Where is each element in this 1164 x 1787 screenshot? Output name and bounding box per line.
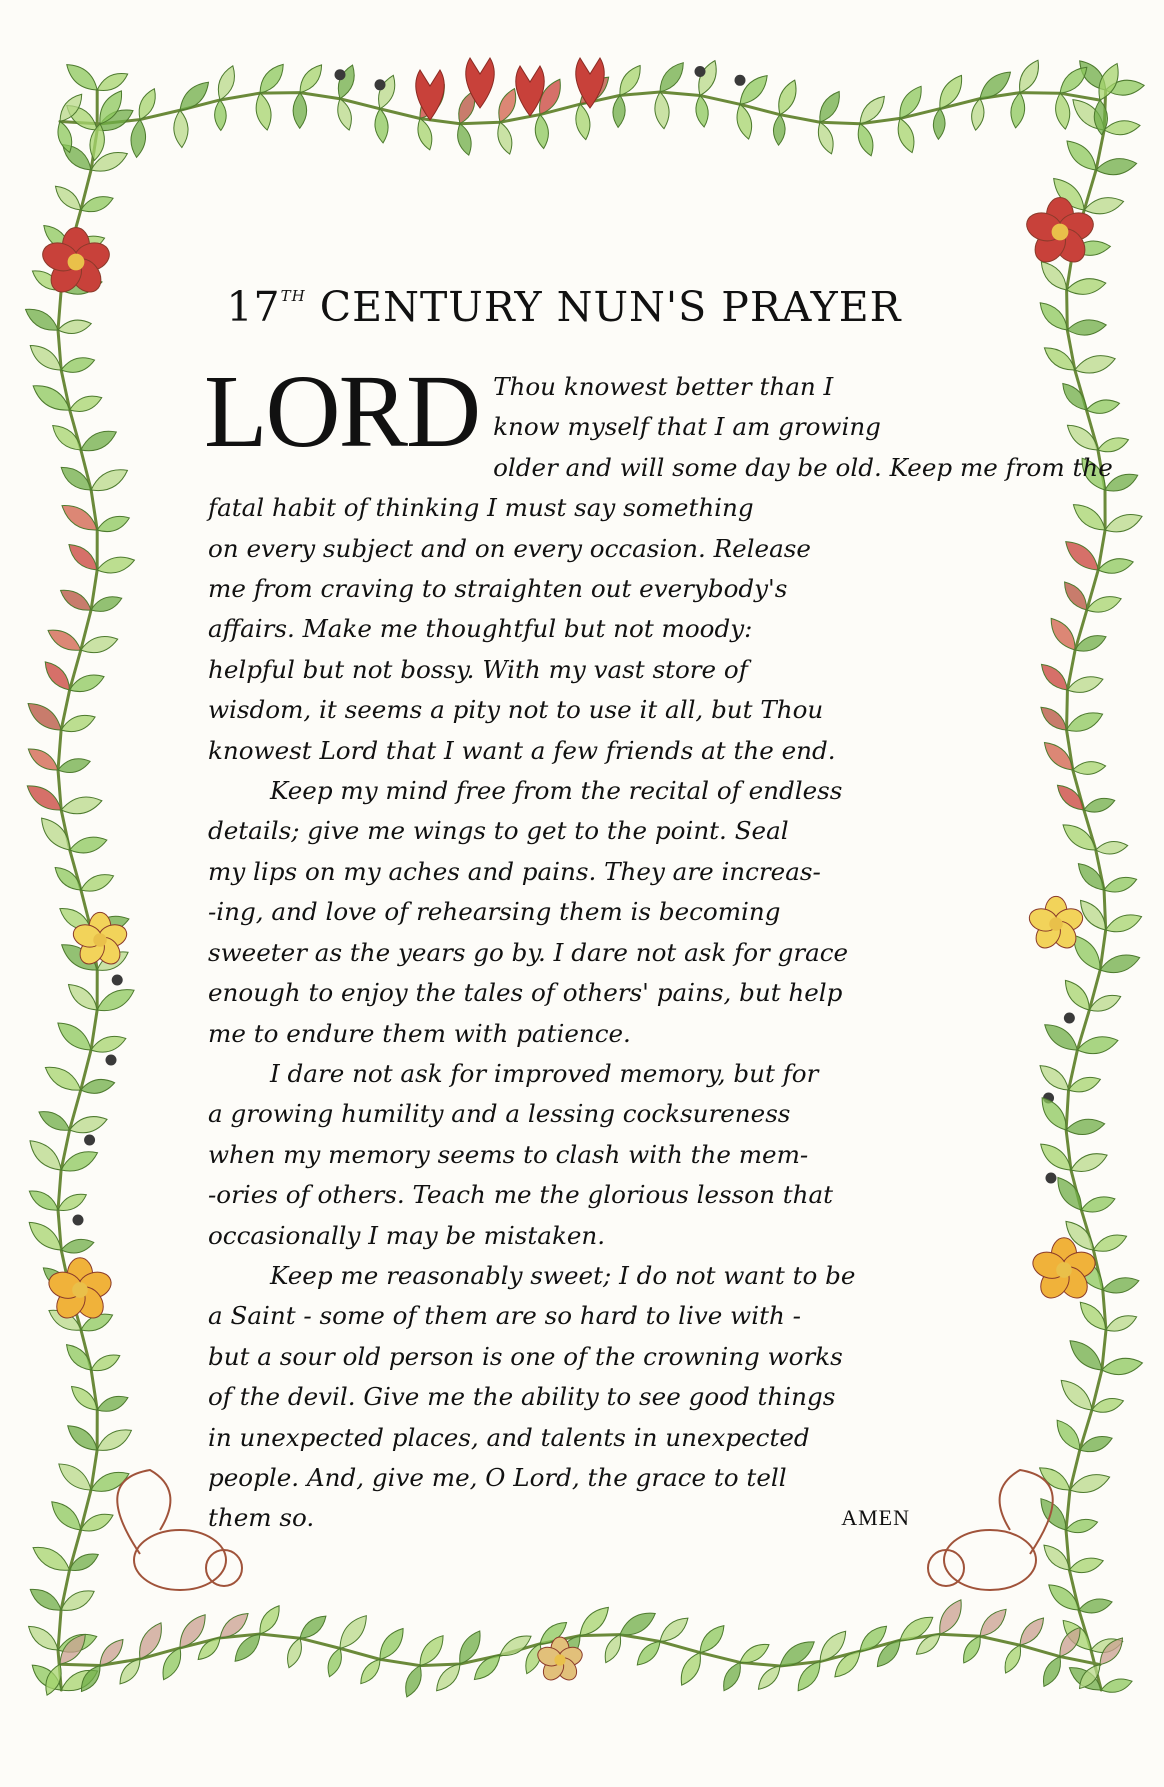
leaf-icon [29,1541,74,1577]
prayer-line-last [208,1498,920,1538]
title-number: 17 [226,283,281,331]
prayer-line: in unexpected places, and talents in unexpected [208,1422,810,1452]
leaf-icon [36,813,76,856]
leaf-icon [1068,1554,1105,1576]
prayer-line: occasionally I may be mistaken. [208,1220,606,1250]
berry-icon [112,975,123,986]
leaf-icon [26,1584,65,1616]
flower-center-icon [1052,224,1069,241]
leaf-icon [1064,1516,1099,1536]
leaf-icon [51,181,85,214]
leaf-icon [1079,1193,1117,1217]
prayer-line: Thou knowest better than I [493,372,834,401]
leaf-icon [296,1611,330,1643]
flower-center-icon [554,1654,565,1665]
flower-center-icon [68,254,85,271]
prayer-line: I dare not ask for improved memory, but for [270,1058,819,1088]
leaf-icon [255,1602,285,1638]
flower-center-icon [93,933,106,946]
leaf-icon [44,624,84,656]
leaf-icon [814,88,845,126]
leaf-icon [1073,859,1109,895]
prayer-line: Keep me reasonably sweet; I do not want to be [270,1260,856,1290]
prayer-line: know myself that I am growing [493,412,881,442]
prayer-line: enough to enjoy the tales of others' pains, but help [208,978,843,1008]
leaf-icon [23,697,66,736]
leaf-icon [1064,1335,1107,1376]
prayer-line: a growing humility and a lessing cocksureness [208,1099,791,1129]
leaf-icon [253,92,274,132]
leaf-icon [26,1186,62,1216]
leaf-icon [24,743,62,775]
leaf-icon [46,1496,86,1535]
flower-center-icon [1056,1262,1072,1278]
leaf-icon [57,317,93,336]
leaf-icon [1065,276,1107,298]
leaf-icon [894,116,919,155]
leaf-icon [1085,397,1121,416]
leaf-icon [374,108,390,143]
leaf-icon [94,68,131,96]
leaf-icon [654,58,688,96]
leaf-icon [1097,555,1135,576]
leaf-icon [334,63,359,101]
title-text: CENTURY NUN'S PRAYER [319,283,902,331]
prayer-line: a Saint - some of them are so hard to live with - [208,1301,801,1331]
prayer-line: fatal habit of thinking I must say something [208,493,754,523]
leaf-icon [695,1621,729,1657]
leaf-icon [1000,1642,1025,1675]
leaf-icon [175,77,214,116]
prayer-line: helpful but not bossy. With my vast store of [208,654,748,684]
leaf-icon [77,425,119,456]
leaf-icon [1095,839,1129,856]
leaf-icon [95,512,132,536]
leaf-icon [1091,1230,1129,1256]
leaf-icon [534,114,551,149]
leaf-icon [48,420,85,455]
leaf-icon [62,1340,96,1375]
prayer-line: wisdom, it seems a pity not to use it all, but Thou [208,695,824,725]
amen-signature: AMEN [841,1505,910,1531]
prayer-line: sweeter as the years go by. I dare not ask for grace [208,937,849,967]
leaf-icon [324,1646,345,1678]
leaf-icon [374,73,400,112]
leaf-icon [87,463,131,496]
leaf-icon [573,103,592,141]
leaf-icon [1073,351,1118,378]
leaf-icon [1044,1579,1084,1616]
page-title [208,282,920,331]
leaf-icon [773,77,801,117]
prayer-line: older and will some day be old. Keep me from the [493,452,1113,482]
leaf-icon [1015,1613,1049,1649]
leaf-icon [675,1649,706,1689]
leaf-icon [1103,1311,1139,1336]
leaf-icon [59,793,103,818]
leaf-icon [1038,1654,1065,1690]
leaf-icon [1058,379,1092,414]
dropcap-lord: LORD [204,354,480,469]
leaf-icon [773,114,786,145]
leaf-icon [1062,135,1102,175]
prayer-text-block [204,262,1113,1533]
prayer-line: affairs. Make me thoughtful but not moody: [208,614,753,644]
leaf-icon [854,122,877,158]
leaf-icon [36,1106,73,1136]
leaf-icon [93,1424,135,1457]
leaf-icon [1065,1116,1106,1137]
leaf-icon [1058,819,1100,857]
leaf-icon [194,1634,224,1664]
leaf-icon [1060,536,1103,577]
prayer-line: -ories of others. Teach me the glorious lesson that [208,1180,834,1210]
leaf-icon [129,119,147,158]
leaf-icon [1053,92,1072,130]
berry-icon [335,69,346,80]
leaf-icon [970,98,986,131]
berry-icon [1045,1173,1056,1184]
leaf-icon [1103,119,1141,137]
leaf-icon [1053,780,1089,815]
prayer-body [204,354,1113,1539]
leaf-icon [93,983,137,1017]
leaf-icon [95,553,136,577]
leaf-icon [356,1656,384,1688]
leaf-icon [719,1659,746,1693]
leaf-icon [1014,57,1044,96]
leaf-icon [1009,92,1027,129]
leaf-icon [283,1636,305,1670]
prayer-line: Keep my mind free from the recital of endless [270,776,843,806]
leaf-icon [600,1632,625,1665]
leaf-icon [51,863,85,895]
flower-center-icon [1049,917,1062,930]
prayer-line: them so. [208,1503,315,1533]
prayer-line: but a sour old person is one of the crowning works [208,1341,843,1371]
leaf-icon [1037,659,1073,695]
flower-center-icon [72,1282,88,1298]
leaf-icon [67,392,104,417]
leaf-icon [57,585,95,616]
leaf-icon [1095,156,1138,178]
leaf-icon [173,110,189,148]
leaf-icon [1055,62,1092,98]
leaf-icon [470,1650,505,1684]
leaf-icon [1103,509,1145,537]
leaf-icon [975,66,1016,104]
leaf-icon [653,91,671,129]
prayer-line: people. And, give me, O Lord, the grace to tell [208,1462,787,1492]
leaf-icon [633,1637,665,1669]
leaf-icon [1101,1274,1141,1297]
leaf-icon [694,95,710,128]
leaf-icon [334,1611,373,1654]
title-ordinal: th [280,282,306,307]
leaf-icon [814,120,837,156]
leaf-icon [24,1135,66,1176]
leaf-icon [1100,1355,1143,1378]
leaf-icon [95,1392,130,1416]
leaf-icon [1072,760,1106,776]
leaf-icon [1066,318,1107,338]
prayer-line: knowest Lord that I want a few friends at the end. [208,735,836,765]
leaf-icon [88,1350,122,1375]
leaf-icon [754,1662,784,1693]
leaf-icon [1100,1675,1134,1695]
leaf-icon [1036,257,1072,295]
leaf-icon [933,1596,967,1638]
prayer-line: of the devil. Give me the ability to see good things [208,1382,836,1412]
leaf-icon [454,122,475,157]
leaf-icon [68,833,109,857]
leaf-icon [1098,950,1142,977]
leaf-icon [656,1613,693,1647]
leaf-icon [1056,1375,1098,1416]
prayer-line: my lips on my aches and pains. They are increas- [208,856,821,886]
leaf-icon [22,303,62,336]
leaf-icon [78,870,116,897]
berry-icon [1064,1013,1075,1024]
prayer-line: -ing, and love of rehearsing them is becoming [208,897,781,927]
leaf-icon [1035,1060,1073,1095]
leaf-icon [414,117,436,152]
prayer-line: on every subject and on every occasion. Release [208,533,811,563]
leaf-icon [959,1633,985,1666]
leaf-icon [60,1236,95,1256]
leaf-icon [56,755,91,776]
leaf-icon [1102,873,1139,896]
leaf-icon [54,1458,96,1496]
leaf-icon [24,1621,62,1656]
leaf-icon [1035,1462,1074,1496]
leaf-icon [933,108,946,139]
leaf-icon [494,120,516,156]
leaf-icon [1068,1148,1110,1177]
leaf-icon [214,100,226,131]
prayer-line: me to endure them with patience. [208,1018,631,1048]
prayer-line: me from craving to straighten out everybody's [208,574,788,604]
leaf-icon [1103,910,1144,937]
leaf-icon [693,58,721,99]
berry-icon [695,66,706,77]
berry-icon [735,75,746,86]
berry-icon [73,1215,84,1226]
leaf-icon [1039,737,1078,775]
leaf-icon [1082,795,1117,816]
leaf-icon [1064,707,1106,737]
berry-icon [375,79,386,90]
berry-icon [84,1135,95,1146]
leaf-icon [62,59,102,96]
leaf-icon [401,1663,426,1699]
prayer-line: when my memory seems to clash with the mem- [208,1139,809,1169]
leaf-icon [293,93,307,129]
leaf-icon [612,95,626,128]
leaf-icon [59,354,96,377]
leaf-icon [53,1017,96,1057]
leaf-icon [295,61,327,97]
prayer-line: details; give me wings to get to the point. Seal [208,816,789,846]
berry-icon [106,1055,117,1066]
leaf-icon [1077,1596,1113,1617]
leaf-icon [41,1061,85,1097]
